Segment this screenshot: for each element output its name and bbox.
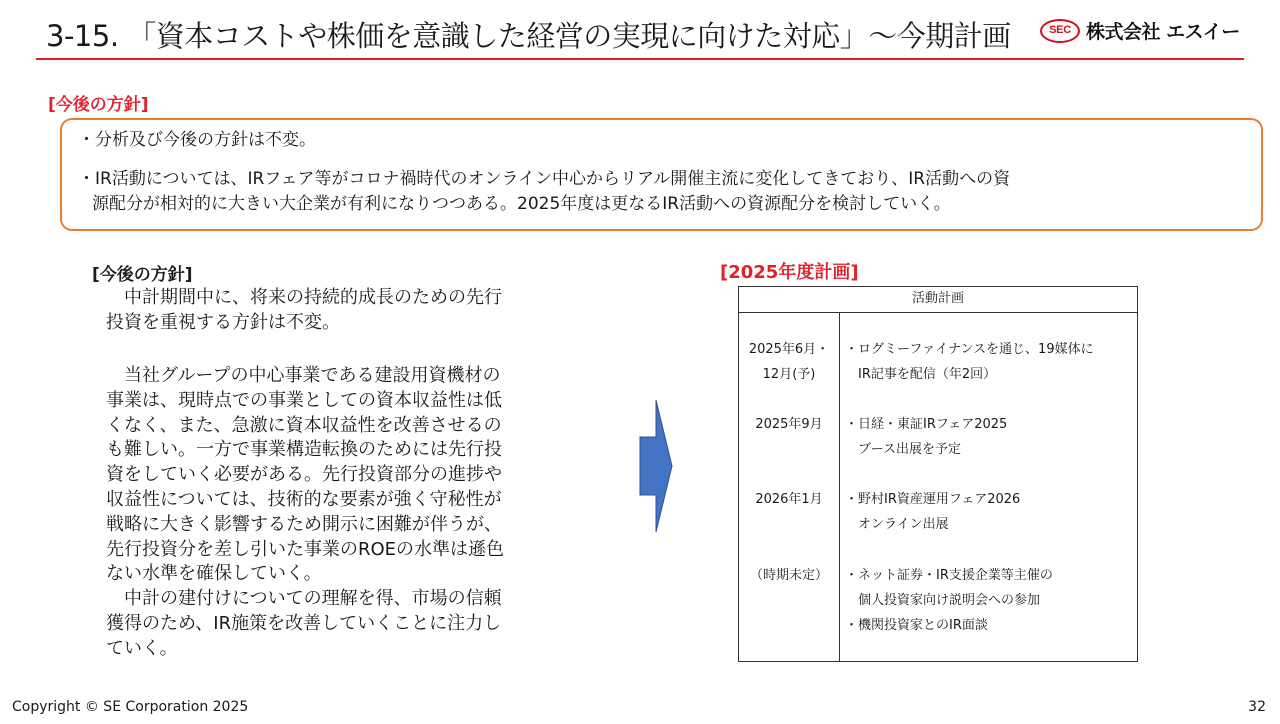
- text-line: 中計期間中に、将来の持続的成長のための先行: [106, 287, 502, 308]
- text-line: 先行投資分を差し引いた事業のROEの水準は遜色: [106, 538, 505, 560]
- title-underline: [36, 58, 1244, 60]
- company-name: 株式会社 エスイー: [1086, 21, 1240, 43]
- text-line: ていく。: [106, 637, 178, 659]
- text-line: 収益性については、技術的な要素が強く守秘性が: [106, 488, 502, 510]
- copyright-text: Copyright © SE Corporation 2025: [12, 699, 249, 715]
- policy-bullet-1: ・分析及び今後の方針は不変。: [78, 130, 316, 150]
- text-line: 当社グループの中心事業である建設用資機材の: [106, 365, 501, 386]
- text-line: 投資を重視する方針は不変。: [106, 311, 340, 333]
- table-row-date: 2025年9月: [755, 417, 823, 432]
- text-line: 戦略に大きく影響するため開示に困難が伴うが、: [106, 513, 502, 535]
- text-line: 資をしていく必要がある。先行投資部分の進捗や: [106, 464, 502, 486]
- left-paragraph-2: [106, 364, 586, 662]
- policy-heading: [今後の方針]: [48, 95, 149, 115]
- table-row-activity: ・ログミーファイナンスを通じ、19媒体に IR記事を配信（年2回）: [845, 342, 1094, 382]
- table-header: 活動計画: [739, 287, 1137, 313]
- company-logo: [1040, 16, 1245, 46]
- plan-heading: [2025年度計画]: [720, 262, 859, 283]
- left-paragraph-1: [106, 286, 586, 336]
- text-line: ない水準を確保していく。: [106, 563, 322, 585]
- table-row-date: 2026年1月: [755, 492, 823, 507]
- right-arrow-icon: [639, 399, 673, 533]
- sec-logo-badge: SEC: [1040, 19, 1080, 43]
- table-row-date: （時期未定）: [749, 568, 828, 583]
- policy-box: [60, 118, 1263, 231]
- text-line: 獲得のため、IR施策を改善していくことに注力し: [106, 612, 502, 634]
- text-line: 中計の建付けについての理解を得、市場の信頼: [106, 588, 502, 610]
- table-row-activity: ・野村IR資産運用フェア2026 オンライン出展: [845, 492, 1021, 532]
- text-line: 事業は、現時点での事業としての資本収益性は低: [106, 389, 502, 411]
- text-line: も難しい。一方で事業構造転換のためには先行投: [106, 439, 502, 461]
- page-title: 3-15. 「資本コストや株価を意識した経営の実現に向けた対応」～今期計画: [46, 19, 1011, 53]
- text-line: くなく、また、急激に資本収益性を改善させるの: [106, 414, 502, 436]
- column-divider: [839, 313, 840, 661]
- table-row-activity: ・ネット証券・IR支援企業等主催の 個人投資家向け説明会への参加 ・機関投資家とのIR面談: [845, 568, 1053, 633]
- policy-bullet-2-line-2: 源配分が相対的に大きい大企業が有利になりつつある。2025年度は更なるIR活動への資源配分を検討していく。: [92, 194, 951, 214]
- table-row-activity: ・日経・東証IRフェア2025 ブース出展を予定: [845, 417, 1008, 457]
- activity-plan-table: [738, 286, 1138, 662]
- table-row-date: 2025年6月・ 12月(予): [748, 342, 830, 382]
- policy-bullet-2-line-1: ・IR活動については、IRフェア等がコロナ禍時代のオンライン中心からリアル開催主流に変化してきており、IR活動への資: [78, 169, 1011, 189]
- left-policy-heading: [今後の方針]: [92, 265, 193, 285]
- page-number: 32: [1248, 699, 1266, 715]
